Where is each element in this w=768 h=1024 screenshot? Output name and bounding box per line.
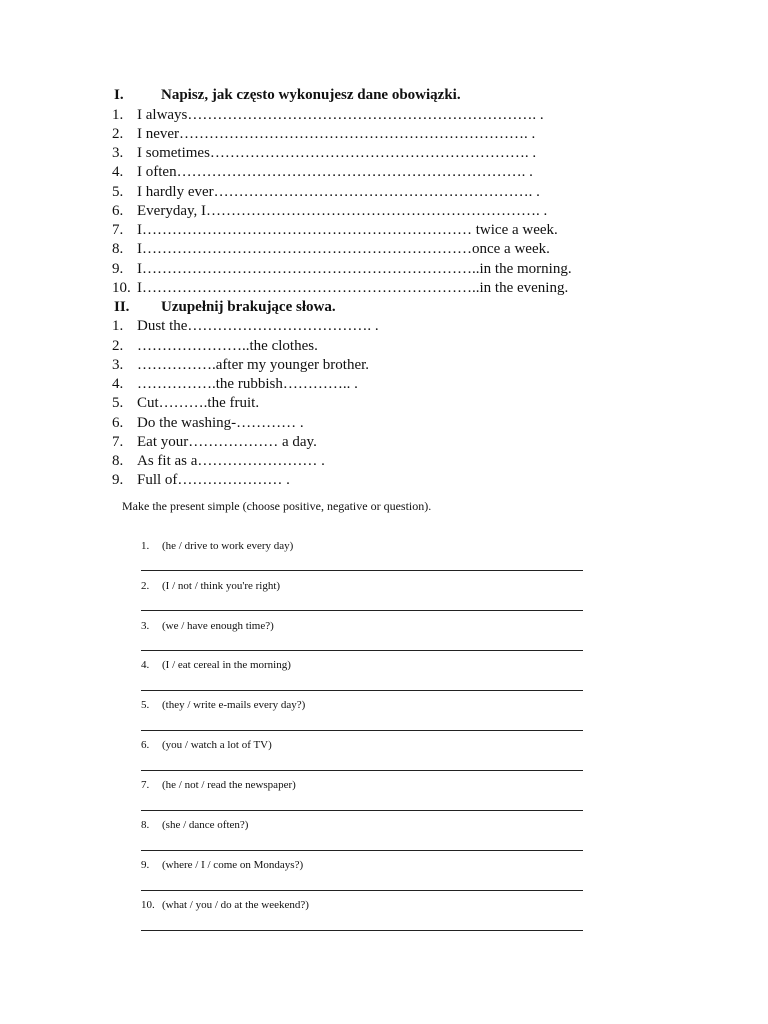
section-2-heading (114, 298, 336, 316)
answer-line[interactable] (141, 690, 583, 691)
section-1-item: 9. I…………………………………………………………..in the morning. (112, 261, 572, 277)
section-1-item: 2. I never……………………………………………………………. . (112, 126, 536, 142)
exercise-question: 2. (I / not / think you're right) (141, 580, 281, 592)
section-1-item: 5. I hardly ever………………………………………………………. . (112, 184, 540, 200)
section-1-heading (114, 86, 461, 104)
section-2-item: 7. Eat your……………… a day. (112, 434, 317, 450)
answer-line[interactable] (141, 730, 583, 731)
section-2-item: 2. …………………..the clothes. (112, 338, 318, 354)
section-1-item: 1. I always……………………………………………………………. . (112, 107, 544, 123)
section-2-item: 6. Do the washing-………… . (112, 415, 304, 431)
answer-line[interactable] (141, 890, 583, 891)
section-1-item: 10. I…………………………………………………………..in the evening. (112, 280, 569, 296)
section-2-title: Uzupełnij brakujące słowa. (161, 299, 336, 315)
answer-line[interactable] (141, 650, 583, 651)
section-1-item: 6. Everyday, I…………………………………………………………. . (112, 203, 548, 219)
section-2-item: 9. Full of………………… . (112, 472, 290, 488)
exercise-question: 9. (where / I / come on Mondays?) (141, 859, 304, 871)
exercise-question: 5. (they / write e-mails every day?) (141, 699, 306, 711)
answer-line[interactable] (141, 570, 583, 571)
answer-line[interactable] (141, 610, 583, 611)
exercise-question: 8. (she / dance often?) (141, 819, 249, 831)
exercise-question: 6. (you / watch a lot of TV) (141, 739, 272, 751)
section-2-item: 8. As fit as a…………………… . (112, 453, 325, 469)
section-1-title: Napisz, jak często wykonujesz dane obowiązki. (161, 87, 461, 103)
section-1-item: 4. I often……………………………………………………………. . (112, 164, 533, 180)
answer-line[interactable] (141, 810, 583, 811)
section-2-item: 3. …………….after my younger brother. (112, 357, 370, 373)
exercise-question: 4. (I / eat cereal in the morning) (141, 659, 291, 671)
answer-line[interactable] (141, 930, 583, 931)
section-2-numeral: II. (114, 299, 130, 315)
section-1-item: 3. I sometimes………………………………………………………. . (112, 145, 537, 161)
section-1-item: 8. I…………………………………………………………once a week. (112, 241, 550, 257)
section-2-item: 5. Cut……….the fruit. (112, 395, 260, 411)
section-1-item: 7. I………………………………………………………… twice a week. (112, 222, 558, 238)
section-1-numeral: I. (114, 87, 124, 103)
section-2-item: 1. Dust the………………………………. . (112, 318, 379, 334)
section-2-item: 4. …………….the rubbish………….. . (112, 376, 358, 392)
answer-line[interactable] (141, 850, 583, 851)
exercise-question: 3. (we / have enough time?) (141, 620, 274, 632)
exercise-question: 10. (what / you / do at the weekend?) (141, 899, 309, 911)
exercise-question: 1. (he / drive to work every day) (141, 540, 294, 552)
answer-line[interactable] (141, 770, 583, 771)
section-3-title: Make the present simple (choose positive, negative or question). (122, 499, 432, 513)
exercise-question: 7. (he / not / read the newspaper) (141, 779, 296, 791)
